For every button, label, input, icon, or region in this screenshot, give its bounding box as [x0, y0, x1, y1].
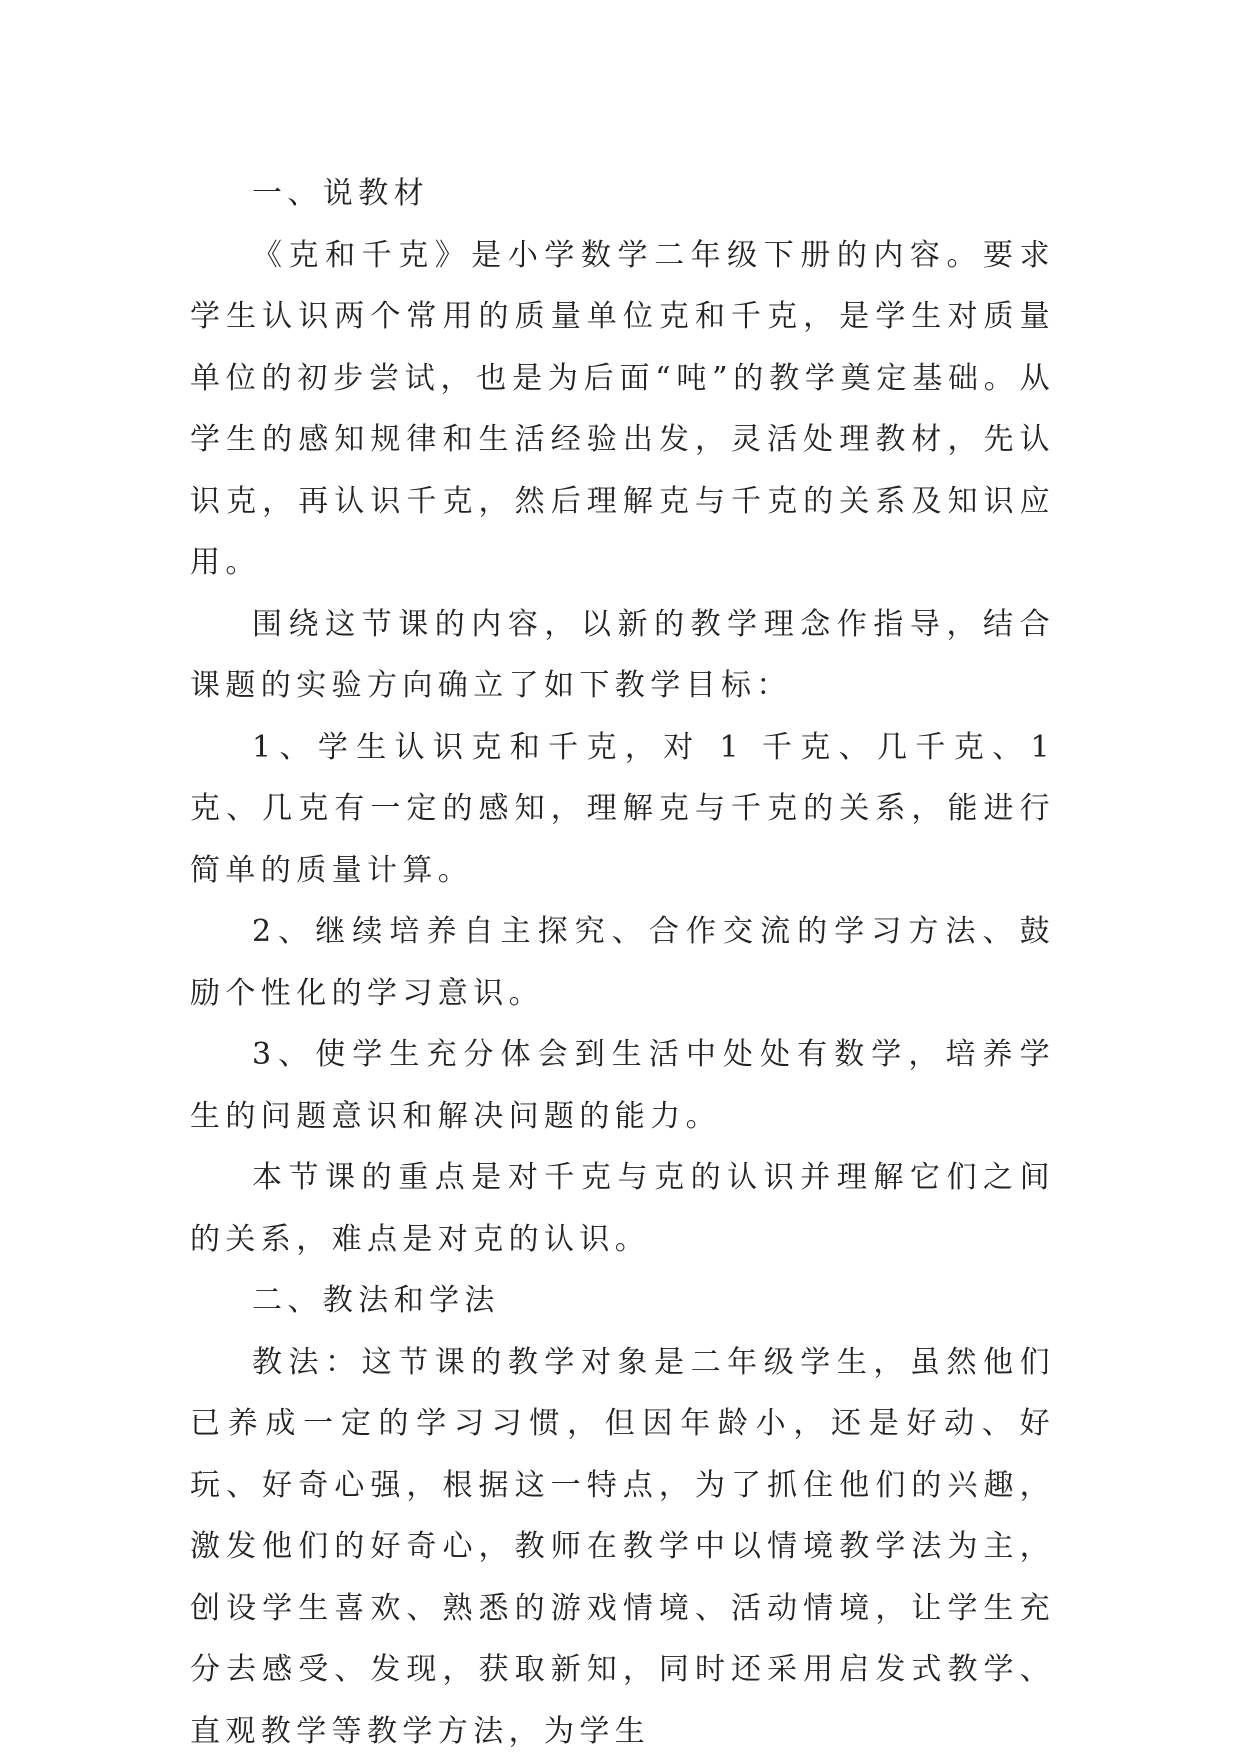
- paragraph-key-points: 本节课的重点是对千克与克的认识并理解它们之间的关系，难点是对克的认识。: [190, 1147, 1055, 1270]
- paragraph-objectives-intro: 围绕这节课的内容，以新的教学理念作指导，结合课题的实验方向确立了如下教学目标：: [190, 594, 1055, 717]
- paragraph-teaching-method: 教法：这节课的教学对象是二年级学生，虽然他们已养成一定的学习习惯，但因年龄小，还是好动、好玩、好奇心强，根据这一特点，为了抓住他们的兴趣，激发他们的好奇心，教师在教学中以情境教学法为主，创设学生喜欢、熟悉的游戏情境、活动情境，让学生充分去感受、发现，获取新知，同时还采用启发式教学、直观教学等教学方法，为学生: [190, 1332, 1055, 1762]
- objective-item-1: 1、学生认识克和千克，对 1 千克、几千克、1 克、几克有一定的感知，理解克与千克的关系，能进行简单的质量计算。: [190, 717, 1055, 902]
- objective-item-3: 3、使学生充分体会到生活中处处有数学，培养学生的问题意识和解决问题的能力。: [190, 1024, 1055, 1147]
- paragraph-material-intro: 《克和千克》是小学数学二年级下册的内容。要求学生认识两个常用的质量单位克和千克，是学生对质量单位的初步尝试，也是为后面“吨”的教学奠定基础。从学生的感知规律和生活经验出发，灵活处理教材，先认识克，再认识千克，然后理解克与千克的关系及知识应用。: [190, 225, 1055, 594]
- section-heading-teaching-material: 一、说教材: [190, 163, 1055, 225]
- section-heading-methods: 二、教法和学法: [190, 1270, 1055, 1332]
- objective-item-2: 2、继续培养自主探究、合作交流的学习方法、鼓励个性化的学习意识。: [190, 901, 1055, 1024]
- document-body: [190, 163, 1055, 1762]
